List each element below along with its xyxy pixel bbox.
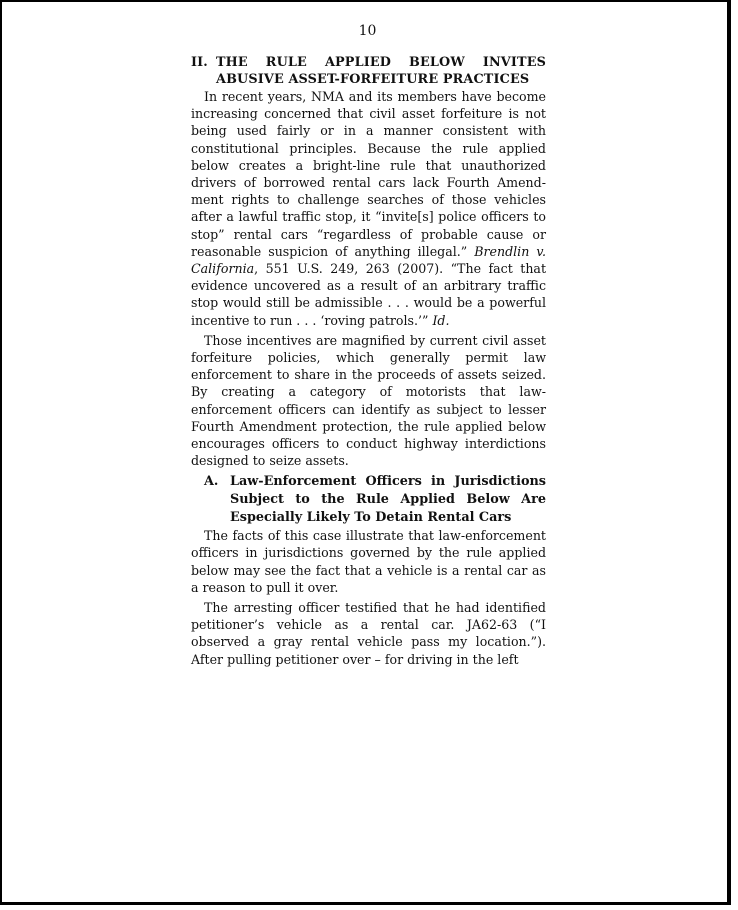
page-content bbox=[191, 55, 546, 671]
section-title-line1: THE RULE APPLIED BELOW INVITES bbox=[216, 55, 546, 70]
page-number: 10 bbox=[358, 23, 377, 39]
paragraph-1-text-a: In recent years, NMA and its members have become increasing concerned that civil asset forfeiture is not being used fairly or in a manner consistent with constitutional principles. Because the rule applied below creates a bright-line rule that unauthorized drivers of borrowed rental cars lack Fourth Amend-ment rights to challenge searches of those vehicles after a lawful traffic stop, it “invite[s] police officers to stop” rental cars “regardless of probable cause or reasonable suspicion of anything illegal.” bbox=[191, 89, 546, 259]
paragraph-4: The arresting officer testified that he had identified petitioner’s vehicle as a rental car. JA62-63 (“I observed a gray rental vehicle pass my location.”). After pulling petitioner over – for driving in the left bbox=[191, 600, 546, 667]
case-citation: Brendlin v. California bbox=[191, 243, 546, 277]
id-citation: Id. bbox=[432, 312, 450, 328]
paragraph-1-text-b: , 551 U.S. 249, 263 (2007). “The fact that evidence uncovered as a result of an arbitrary traffic stop would still be admissible . . . would be a powerful incentive to run . . . ‘roving patrols.’” bbox=[191, 261, 546, 328]
section-number: II. bbox=[191, 55, 208, 70]
subsection-title: Law-Enforcement Officers in Jurisdictions Subject to the Rule Applied Below Are Especially Likely To Detain Rental Cars bbox=[230, 474, 546, 525]
paragraph-3: The facts of this case illustrate that law-enforcement officers in jurisdictions governed by the rule applied below may see the fact that a vehicle is a rental car as a reason to pull it over. bbox=[191, 528, 546, 595]
subsection-heading bbox=[191, 473, 546, 526]
section-heading bbox=[191, 55, 546, 88]
paragraph-1 bbox=[191, 88, 546, 329]
section-title-line2: ABUSIVE ASSET-FORFEITURE PRACTICES bbox=[216, 71, 530, 87]
paragraph-2: Those incentives are magnified by current civil asset forfeiture policies, which generally permit law enforcement to share in the proceeds of assets seized. By creating a category of motorists that law-enforcement officers can identify as subject to lesser Fourth Amendment protection, the rule applied below encourages officers to conduct highway interdictions designed to seize assets. bbox=[191, 332, 546, 469]
section-title bbox=[216, 55, 546, 88]
subsection-letter: A. bbox=[204, 474, 219, 490]
